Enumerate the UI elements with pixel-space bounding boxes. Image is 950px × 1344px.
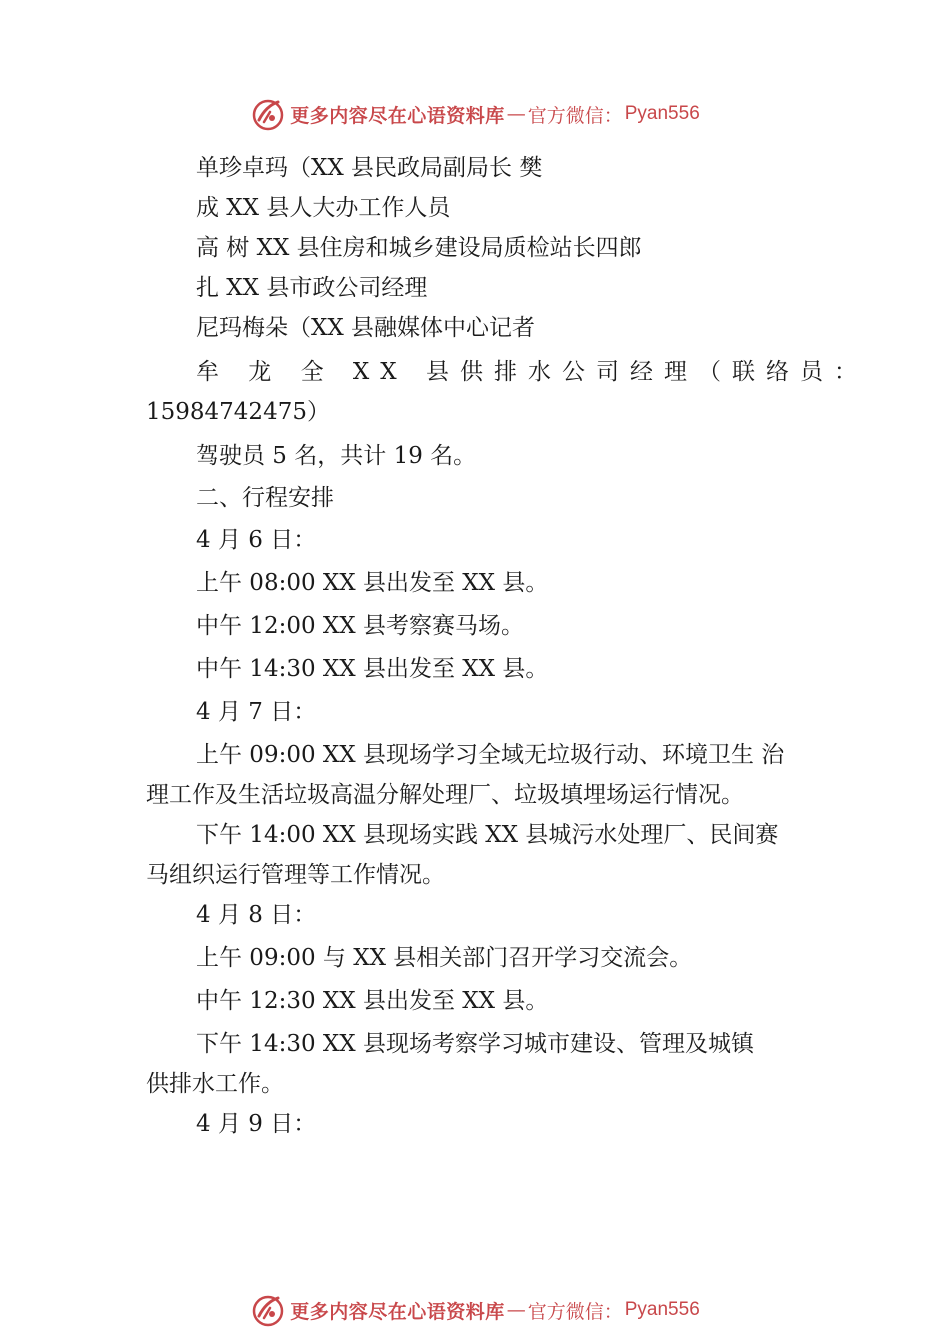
- schedule-item: 下午 14:30 XX 县现场考察学习城市建设、管理及城镇: [196, 1031, 754, 1057]
- driver-total-line: 驾驶员 5 名，共计 19 名。: [196, 443, 477, 469]
- banner-separator: —: [506, 1299, 526, 1321]
- document-body: [146, 148, 868, 1144]
- member-line-liaison: 牟 龙 全 XX 县供排水公司经理（联络员：: [196, 359, 868, 385]
- footer-watermark-banner: [0, 1290, 950, 1330]
- banner-wechat-id: Pyan556: [624, 1299, 700, 1320]
- date-heading: 4 月 9 日：: [196, 1111, 317, 1137]
- date-heading: 4 月 6 日：: [196, 527, 317, 553]
- banner-wechat-label: 官方微信：: [527, 104, 623, 127]
- schedule-item: 中午 14:30 XX 县出发至 XX 县。: [196, 656, 549, 682]
- brand-logo-icon: [250, 96, 286, 132]
- header-watermark-banner: [0, 94, 950, 134]
- date-heading: 4 月 8 日：: [196, 902, 317, 928]
- member-line: 高 树 XX 县住房和城乡建设局质检站长四郎: [196, 235, 642, 261]
- banner-separator: —: [506, 103, 526, 125]
- schedule-item: 中午 12:00 XX 县考察赛马场。: [196, 613, 524, 639]
- brand-logo-icon: [250, 1292, 286, 1328]
- schedule-item-continued: 马组织运行管理等工作情况。: [146, 862, 445, 888]
- member-line: 成 XX 县人大办工作人员: [196, 195, 451, 221]
- banner-wechat-id: Pyan556: [624, 103, 700, 124]
- member-line: 扎 XX 县市政公司经理: [196, 275, 428, 301]
- section-heading-itinerary: 二、行程安排: [196, 485, 334, 511]
- schedule-item: 下午 14:00 XX 县现场实践 XX 县城污水处理厂、民间赛: [196, 822, 779, 848]
- banner-brand-text: 更多内容尽在心语资料库: [290, 104, 505, 127]
- member-line: 单珍卓玛（XX 县民政局副局长 樊: [196, 155, 543, 181]
- schedule-item-continued: 供排水工作。: [146, 1071, 284, 1097]
- member-line: 尼玛梅朵（XX 县融媒体中心记者: [196, 315, 536, 341]
- liaison-phone: 15984742475）: [146, 399, 330, 425]
- banner-brand-text: 更多内容尽在心语资料库: [290, 1300, 505, 1323]
- schedule-item-continued: 理工作及生活垃圾高温分解处理厂、垃圾填埋场运行情况。: [146, 782, 744, 808]
- date-heading: 4 月 7 日：: [196, 699, 317, 725]
- schedule-item: 上午 09:00 XX 县现场学习全域无垃圾行动、环境卫生 治: [196, 742, 785, 768]
- schedule-item: 中午 12:30 XX 县出发至 XX 县。: [196, 988, 549, 1014]
- banner-wechat-label: 官方微信：: [527, 1300, 623, 1323]
- schedule-item: 上午 09:00 与 XX 县相关部门召开学习交流会。: [196, 945, 693, 971]
- schedule-item: 上午 08:00 XX 县出发至 XX 县。: [196, 570, 549, 596]
